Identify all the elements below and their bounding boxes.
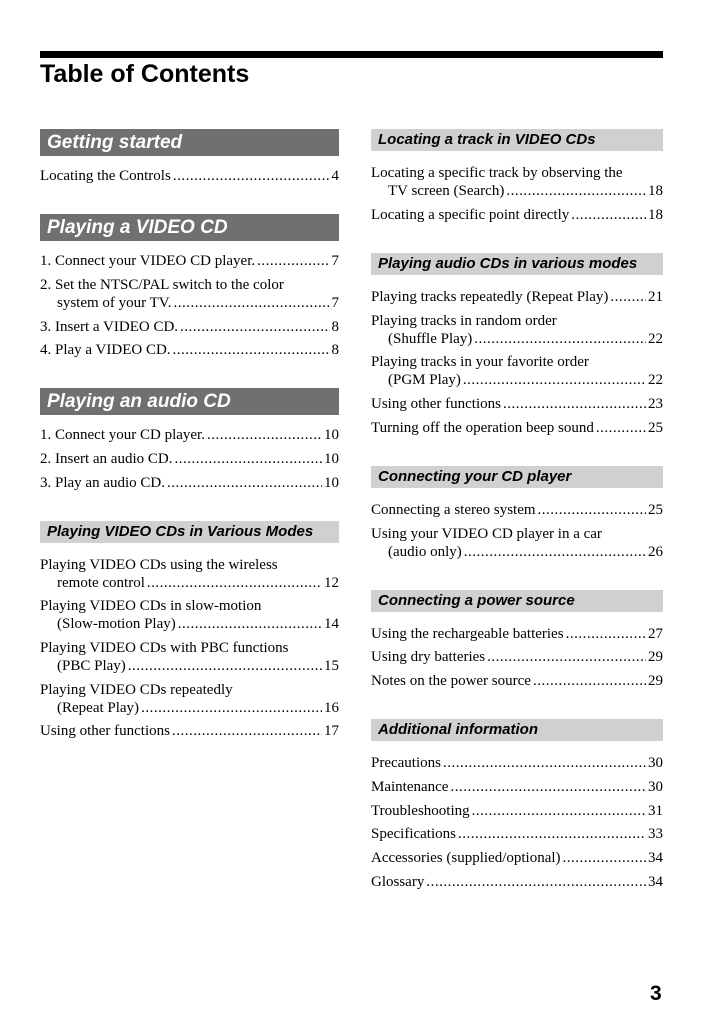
toc-entry-title: Troubleshooting [371,803,470,819]
toc-entry-title: Using the rechargeable batteries [371,626,564,642]
dot-leader [426,873,646,891]
toc-page-number: 31 [648,803,663,819]
toc-page-number: 34 [648,874,663,890]
toc-page-number: 4 [331,168,339,184]
toc-page-number: 17 [324,723,339,739]
dot-leader [487,648,646,666]
dot-leader [173,341,330,359]
toc-entry-repeat-play[interactable] [40,681,339,717]
top-rule [40,51,663,58]
toc-entry-title: Glossary [371,874,425,890]
toc-entry-title: Notes on the power source [371,673,531,689]
toc-entry-title: Locating a specific track by observing the [371,165,623,181]
toc-entry-title: Playing VIDEO CDs with PBC functions [40,640,289,656]
toc-entry-title: Playing VIDEO CDs using the wireless [40,557,278,573]
dot-leader [450,778,646,796]
toc-entry-pbc-play[interactable] [40,639,339,675]
toc-page-number: 25 [648,502,663,518]
dot-leader [172,722,322,740]
dot-leader [464,543,646,561]
toc-page-number: 33 [648,826,663,842]
toc-entry-title: Playing tracks in random order [371,313,557,329]
dot-leader [503,395,646,413]
section-heading-connecting-cd-player: Connecting your CD player [371,466,663,488]
section-heading-audio-modes: Playing audio CDs in various modes [371,253,663,275]
toc-entry-title: Maintenance [371,779,449,795]
dot-leader [443,754,646,772]
toc-entry-glossary[interactable] [371,873,663,891]
toc-entry-title-cont: (Shuffle Play) [388,331,473,347]
toc-page-number: 10 [324,475,339,491]
dot-leader [596,419,646,437]
dot-leader [472,802,646,820]
toc-page-number: 30 [648,755,663,771]
dot-leader [610,288,646,306]
dot-leader [147,574,322,592]
toc-entry-insert-audio-cd[interactable] [40,450,339,468]
toc-entry-connect-video-cd-player[interactable] [40,252,339,270]
dot-leader [167,474,322,492]
dot-leader [207,426,322,444]
toc-page-number: 23 [648,396,663,412]
toc-page-number: 22 [648,372,663,388]
dot-leader [533,672,646,690]
toc-entry-title: 1. Connect your VIDEO CD player. [40,253,256,269]
toc-page-number: 21 [648,289,663,305]
toc-entry-locating-controls[interactable] [40,167,339,185]
toc-entry-title-cont: (PBC Play) [57,658,126,674]
toc-entry-title-cont: (Slow-motion Play) [57,616,176,632]
toc-page-number: 12 [324,575,339,591]
section-heading-power-source: Connecting a power source [371,590,663,612]
toc-page-number: 22 [648,331,663,347]
section-heading-playing-video-cd: Playing a VIDEO CD [40,214,339,241]
toc-entry-title: Using other functions [371,396,501,412]
toc-entry-play-audio-cd[interactable] [40,474,339,492]
toc-entry-title-cont: system of your TV. [57,295,172,311]
toc-page-number: 14 [324,616,339,632]
toc-page-number: 10 [324,451,339,467]
toc-page-number: 25 [648,420,663,436]
toc-entry-pgm-play[interactable] [371,353,663,389]
toc-entry-title-cont: remote control [57,575,145,591]
toc-page-number: 7 [331,295,339,311]
toc-entry-title: 3. Play an audio CD. [40,475,165,491]
toc-page-number: 16 [324,700,339,716]
toc-page-number: 7 [331,253,339,269]
toc-entry-title: 2. Set the NTSC/PAL switch to the color [40,277,284,293]
toc-entry-title: Specifications [371,826,456,842]
toc-entry-title: 1. Connect your CD player. [40,427,205,443]
toc-entry-title: Playing tracks in your favorite order [371,354,589,370]
toc-entry-beep-sound[interactable] [371,419,663,437]
toc-entry-slow-motion[interactable] [40,597,339,633]
toc-entry-title: Using dry batteries [371,649,486,665]
dot-leader [180,318,329,336]
dot-leader [174,450,322,468]
dot-leader [538,501,646,519]
toc-entry-specifications[interactable] [371,825,663,843]
toc-entry-troubleshooting[interactable] [371,802,663,820]
toc-page-number: 10 [324,427,339,443]
toc-entry-maintenance[interactable] [371,778,663,796]
toc-page-number: 29 [648,649,663,665]
toc-entry-title: Locating a specific point directly [371,207,570,223]
toc-entry-title: Turning off the operation beep sound [371,420,594,436]
toc-page-number: 8 [331,319,339,335]
dot-leader [463,371,646,389]
toc-entry-power-notes[interactable] [371,672,663,690]
dot-leader [173,294,329,312]
toc-entry-title: Accessories (supplied/optional) [371,850,561,866]
toc-page-number: 18 [648,183,663,199]
page-title: Table of Contents [40,60,250,88]
toc-entry-search[interactable] [371,164,663,200]
toc-entry-other-functions[interactable] [40,722,339,740]
toc-entry-title: 3. Insert a VIDEO CD. [40,319,179,335]
toc-entry-connect-cd-player[interactable] [40,426,339,444]
section-heading-locating-track: Locating a track in VIDEO CDs [371,129,663,151]
dot-leader [128,657,322,675]
toc-entry-title: 4. Play a VIDEO CD. [40,342,171,358]
toc-entry-stereo-system[interactable] [371,501,663,519]
dot-leader [506,182,646,200]
toc-entry-precautions[interactable] [371,754,663,772]
toc-entry-title: Using your VIDEO CD player in a car [371,526,602,542]
dot-leader [458,825,646,843]
toc-entry-title-cont: (audio only) [388,544,462,560]
toc-page-number: 8 [331,342,339,358]
toc-entry-accessories[interactable] [371,849,663,867]
dot-leader [173,167,330,185]
section-heading-playing-audio-cd: Playing an audio CD [40,388,339,415]
toc-entry-title-cont: (PGM Play) [388,372,461,388]
toc-entry-specific-point[interactable] [371,206,663,224]
toc-entry-repeat-tracks[interactable] [371,288,663,306]
toc-entry-other-functions-audio[interactable] [371,395,663,413]
dot-leader [563,849,646,867]
toc-entry-play-video-cd[interactable] [40,341,339,359]
toc-page-number: 29 [648,673,663,689]
section-heading-additional-info: Additional information [371,719,663,741]
page-number: 3 [650,982,662,1005]
toc-page-number: 26 [648,544,663,560]
dot-leader [566,625,646,643]
dot-leader [571,206,646,224]
toc-entry-title: 2. Insert an audio CD. [40,451,173,467]
toc-entry-title: Playing tracks repeatedly (Repeat Play) [371,289,609,305]
toc-entry-title: Playing VIDEO CDs repeatedly [40,682,233,698]
toc-entry-title: Playing VIDEO CDs in slow-motion [40,598,262,614]
toc-entry-dry-batteries[interactable] [371,648,663,666]
toc-entry-shuffle[interactable] [371,312,663,348]
toc-entry-title: Locating the Controls [40,168,171,184]
toc-entry-title-cont: (Repeat Play) [57,700,140,716]
toc-entry-car-use[interactable] [371,525,663,561]
toc-page-number: 15 [324,658,339,674]
toc-page-number: 34 [648,850,663,866]
dot-leader [474,330,646,348]
toc-entry-rechargeable[interactable] [371,625,663,643]
toc-entry-insert-video-cd[interactable] [40,318,339,336]
toc-entry-wireless-remote[interactable] [40,556,339,592]
toc-entry-set-ntsc-pal[interactable] [40,276,339,312]
toc-page-number: 30 [648,779,663,795]
toc-entry-title: Precautions [371,755,441,771]
section-heading-various-modes: Playing VIDEO CDs in Various Modes [40,521,339,543]
dot-leader [141,699,322,717]
toc-entry-title-cont: TV screen (Search) [388,183,505,199]
toc-page-number: 18 [648,207,663,223]
dot-leader [257,252,329,270]
toc-entry-title: Connecting a stereo system [371,502,536,518]
toc-entry-title: Using other functions [40,723,170,739]
dot-leader [178,615,322,633]
toc-page-number: 27 [648,626,663,642]
section-heading-getting-started: Getting started [40,129,339,156]
